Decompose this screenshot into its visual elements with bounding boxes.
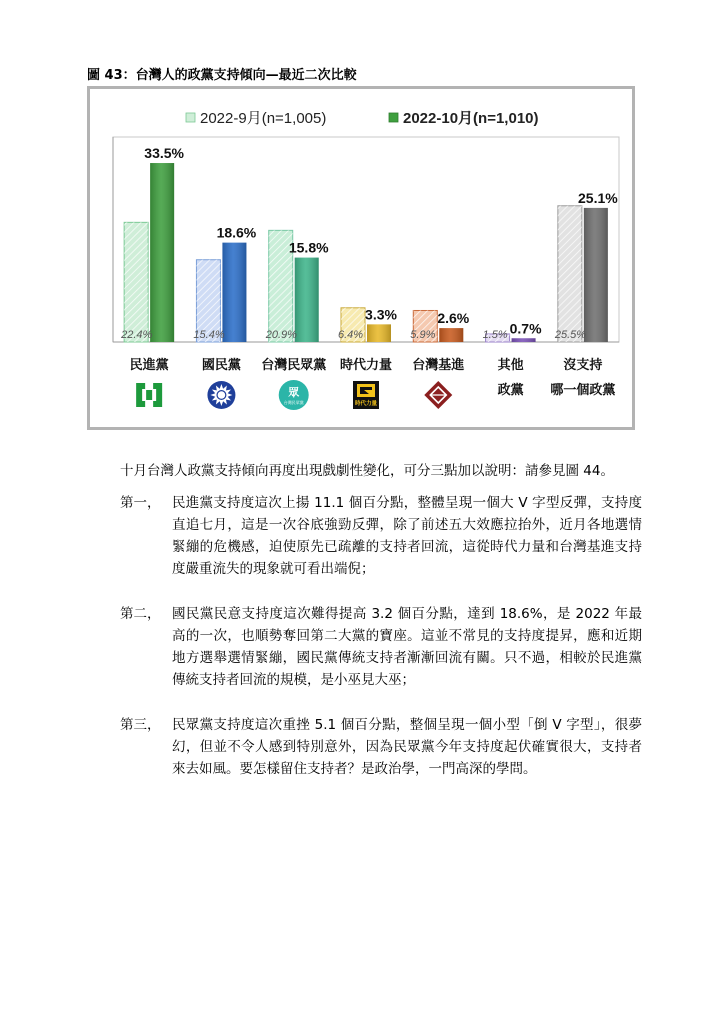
data-label-sep-4: 6.4% bbox=[338, 329, 364, 341]
legend-label-1: 2022-9月(n=1,005) bbox=[200, 110, 327, 127]
data-label-oct-4: 3.3% bbox=[365, 306, 397, 323]
paragraph-2-text: 國民黨民意支持度這次難得提高 3.2 個百分點，達到 18.6%，是 2022 年最高的一次，也順勢奪回第二大黨的寶座。這並不常見的支持度提昇，應和近期地方選舉選情緊繃，國民黨傳統支持者漸漸回流有關。只不過，相較於民進黨傳統支持者回流的規模，是小巫見大巫； bbox=[172, 606, 642, 688]
paragraph-2-lead: 第二， bbox=[120, 606, 161, 622]
data-label-sep-6: 1.5% bbox=[482, 329, 508, 341]
bar-sep-hatch-1 bbox=[124, 222, 148, 342]
paragraph-1 bbox=[120, 492, 640, 582]
paragraph-3-lead: 第三， bbox=[120, 717, 161, 733]
category-label-2: 國民黨 bbox=[201, 357, 241, 372]
category-label-7: 沒支持 bbox=[563, 357, 603, 372]
dpp-logo-center bbox=[146, 390, 152, 400]
figure-title: 圖 43：台灣人的政黨支持傾向—最近二次比較 bbox=[87, 68, 357, 83]
data-label-oct-3: 15.8% bbox=[288, 239, 329, 256]
tpp-logo-text: 台灣民眾黨 bbox=[283, 400, 304, 405]
data-label-sep-1: 22.4% bbox=[121, 329, 153, 341]
bar-oct-shade-6 bbox=[512, 338, 536, 342]
data-label-oct-7: 25.1% bbox=[578, 189, 618, 206]
data-label-oct-5: 2.6% bbox=[437, 310, 470, 327]
bar-oct-shade-5 bbox=[439, 328, 463, 342]
data-label-sep-7: 25.5% bbox=[554, 329, 587, 341]
data-label-oct-6: 0.7% bbox=[509, 320, 542, 337]
legend-swatch-2 bbox=[389, 113, 398, 122]
chart-frame bbox=[87, 86, 635, 430]
paragraph-1-text: 民進黨支持度這次上揚 11.1 個百分點，整體呈現一個大 V 字型反彈，支持度直追七月，這是一次谷底強勁反彈，除了前述五大效應拉抬外，近月各地選情緊繃的危機感，迫使原先已疏離的支持者回流，這從時代力量和台灣基進支持度嚴重流失的現象就可看出端倪； bbox=[172, 495, 642, 577]
data-label-sep-2: 15.4% bbox=[193, 329, 225, 341]
tpp-logo-glyph: 眾 bbox=[288, 387, 300, 399]
intro-paragraph: 十月台灣人政黨支持傾向再度出現戲劇性變化，可分三點加以說明：請參見圖 44。 bbox=[120, 463, 614, 479]
category-label-6-line2: 政黨 bbox=[497, 382, 524, 397]
data-label-oct-1: 33.5% bbox=[144, 145, 184, 162]
legend-label-2: 2022-10月(n=1,010) bbox=[403, 110, 539, 127]
kmt-logo-center bbox=[218, 391, 226, 399]
bar-oct-shade-1 bbox=[150, 163, 174, 342]
category-label-7-line2: 哪一個政黨 bbox=[550, 382, 616, 397]
paragraph-1-lead: 第一， bbox=[120, 495, 161, 511]
bar-oct-shade-3 bbox=[295, 258, 319, 342]
bar-sep-hatch-7 bbox=[558, 206, 582, 342]
data-label-sep-5: 5.9% bbox=[410, 329, 436, 341]
category-label-6: 其他 bbox=[497, 357, 524, 372]
bar-oct-shade-4 bbox=[367, 324, 391, 342]
npp-logo-text: 時代力量 bbox=[354, 401, 378, 407]
paragraph-3-text: 民眾黨支持度這次重挫 5.1 個百分點，整個呈現一個小型「倒 V 字型」，很夢幻，但並不令人感到特別意外，因為民眾黨今年支持度起伏確實很大，支持者來去如風。要怎樣留住支持者？是政治學，一門高深的學問。 bbox=[172, 717, 642, 777]
party-support-bar-chart bbox=[90, 89, 632, 427]
bar-oct-shade-7 bbox=[584, 208, 608, 342]
data-label-sep-3: 20.9% bbox=[265, 329, 297, 341]
bar-oct-shade-2 bbox=[222, 243, 246, 342]
category-label-1: 民進黨 bbox=[129, 357, 169, 372]
paragraph-2 bbox=[120, 603, 640, 693]
npp-logo-mark bbox=[357, 384, 375, 397]
paragraph-3 bbox=[120, 714, 640, 784]
category-label-3: 台灣民眾黨 bbox=[261, 357, 327, 372]
legend-swatch-1 bbox=[186, 113, 195, 122]
category-label-4: 時代力量 bbox=[339, 357, 393, 372]
data-label-oct-2: 18.6% bbox=[216, 224, 257, 241]
category-label-5: 台灣基進 bbox=[412, 357, 465, 372]
